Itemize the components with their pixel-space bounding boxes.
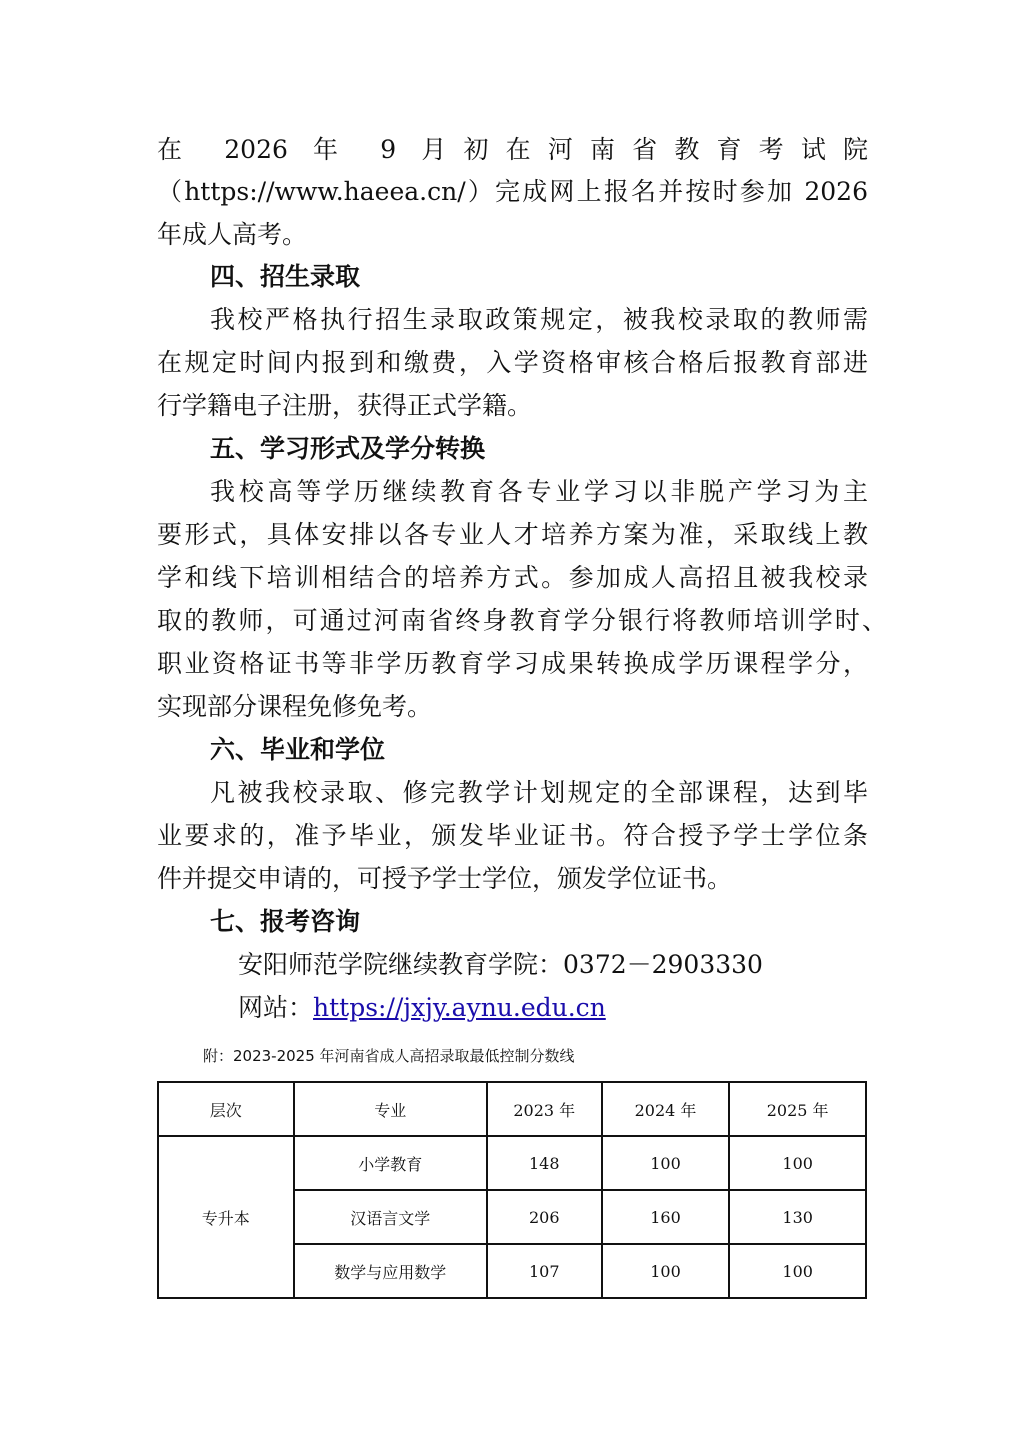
score-cell: 100 xyxy=(729,1244,866,1298)
paragraph-line: 实现部分课程免修免考。 xyxy=(157,692,433,721)
score-table xyxy=(157,1081,867,1299)
website-label: 网站： xyxy=(238,993,314,1022)
score-cell: 100 xyxy=(602,1244,730,1298)
paragraph-line: 业要求的，准予毕业，颁发毕业证书。符合授予学士学位条 xyxy=(157,821,868,850)
paragraph-line: 我校严格执行招生录取政策规定，被我校录取的教师需 xyxy=(210,305,868,334)
section-heading: 四、招生录取 xyxy=(210,262,361,291)
paragraph-line: 件并提交申请的，可授予学士学位，颁发学位证书。 xyxy=(157,864,733,893)
header-cell: 专业 xyxy=(294,1082,487,1136)
paragraph-line: 凡被我校录取、修完教学计划规定的全部课程，达到毕 xyxy=(210,778,868,807)
score-cell: 100 xyxy=(729,1136,866,1190)
score-cell: 107 xyxy=(487,1244,602,1298)
paragraph-line: 行学籍电子注册，获得正式学籍。 xyxy=(157,391,533,420)
header-cell: 2025 年 xyxy=(729,1082,866,1136)
major-cell: 数学与应用数学 xyxy=(294,1244,487,1298)
section-heading: 五、学习形式及学分转换 xyxy=(210,434,486,463)
website-link[interactable]: https://jxjy.aynu.edu.cn xyxy=(313,993,606,1022)
section-heading: 七、报考咨询 xyxy=(210,907,361,936)
major-cell: 小学教育 xyxy=(294,1136,487,1190)
score-cell: 148 xyxy=(487,1136,602,1190)
table-header-row xyxy=(158,1082,866,1136)
paragraph-line: 我校高等学历继续教育各专业学习以非脱产学习为主 xyxy=(210,477,868,506)
level-cell: 专升本 xyxy=(158,1136,294,1298)
paragraph-line: 在规定时间内报到和缴费，入学资格审核合格后报教育部进 xyxy=(157,348,868,377)
table-row xyxy=(158,1136,866,1190)
score-cell: 100 xyxy=(602,1136,730,1190)
paragraph-line: 学和线下培训相结合的培养方式。参加成人高招且被我校录 xyxy=(157,563,868,592)
header-cell: 2024 年 xyxy=(602,1082,730,1136)
section-heading: 六、毕业和学位 xyxy=(210,735,386,764)
paragraph-line: 年成人高考。 xyxy=(157,220,308,249)
contact-phone: 安阳师范学院继续教育学院：0372－2903330 xyxy=(238,950,763,979)
paragraph-line: （https://www.haeea.cn/）完成网上报名并按时参加 2026 xyxy=(157,177,868,206)
score-cell: 206 xyxy=(487,1190,602,1244)
major-cell: 汉语言文学 xyxy=(294,1190,487,1244)
paragraph-line: 在 2026 年 9 月初在河南省教育考试院 xyxy=(157,135,868,164)
website-line xyxy=(238,993,606,1023)
header-cell: 2023 年 xyxy=(487,1082,602,1136)
paragraph-line: 要形式，具体安排以各专业人才培养方案为准，采取线上教 xyxy=(157,520,868,549)
score-cell: 130 xyxy=(729,1190,866,1244)
header-cell: 层次 xyxy=(158,1082,294,1136)
table-caption: 附：2023-2025 年河南省成人高招录取最低控制分数线 xyxy=(203,1047,575,1065)
paragraph-line: 职业资格证书等非学历教育学习成果转换成学历课程学分， xyxy=(157,649,868,678)
score-cell: 160 xyxy=(602,1190,730,1244)
paragraph-line: 取的教师，可通过河南省终身教育学分银行将教师培训学时、 xyxy=(157,606,887,635)
